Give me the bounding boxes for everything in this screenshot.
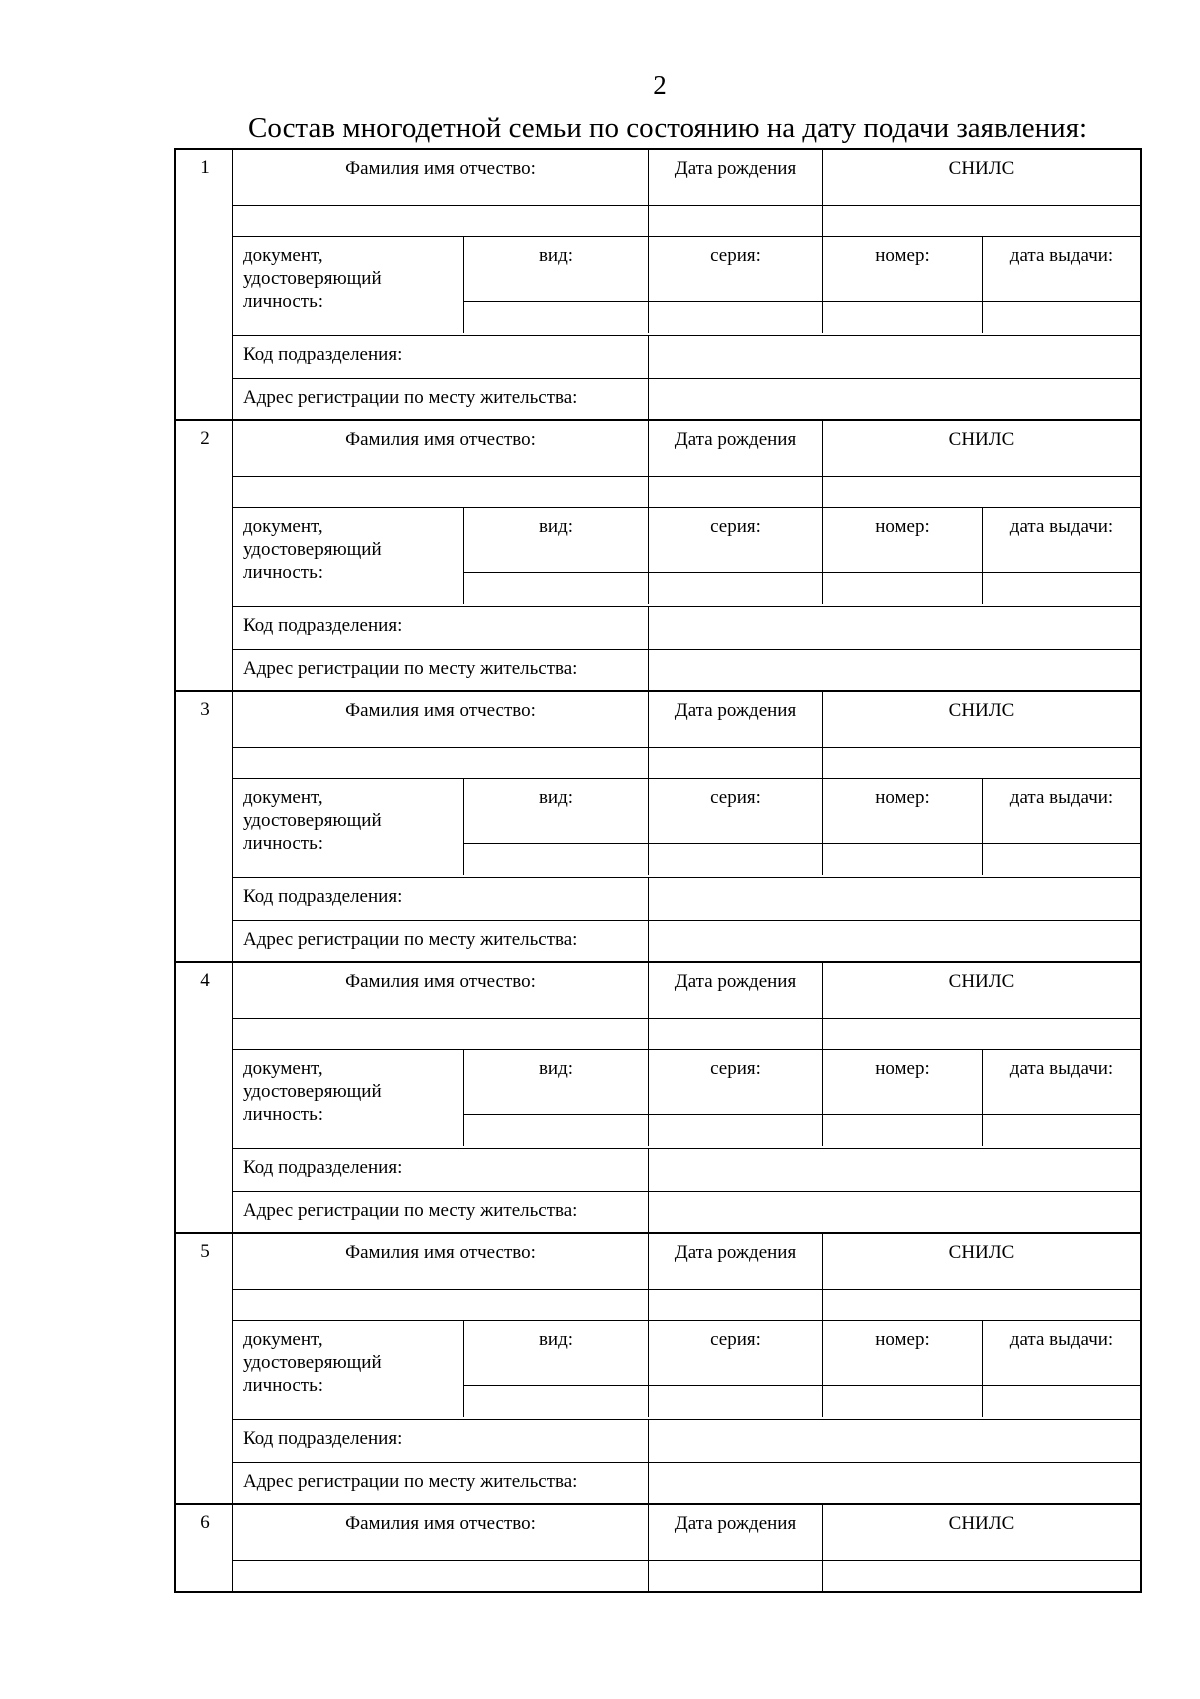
doc-issue-date-header: дата выдачи: [982,1050,1140,1114]
member-fields [232,421,1140,690]
snils-field[interactable] [822,1019,1140,1049]
snils-field[interactable] [822,206,1140,236]
division-code-field[interactable] [648,878,1140,920]
doc-series-header: серия: [648,508,822,572]
division-code-field[interactable] [648,1149,1140,1191]
division-code-field[interactable] [648,336,1140,378]
registration-address-label: Адрес регистрации по месту жительства: [243,929,578,950]
family-member-block [174,690,1142,961]
birth-date-header: Дата рождения [648,1234,822,1289]
division-code-label: Код подразделения: [243,1157,403,1178]
doc-series-header: серия: [648,779,822,843]
fio-field[interactable] [233,748,648,778]
doc-series-header: серия: [648,1050,822,1114]
doc-type-field[interactable] [463,1385,648,1417]
snils-header: СНИЛС [822,421,1140,476]
doc-issue-date-header: дата выдачи: [982,237,1140,301]
doc-type-field[interactable] [463,301,648,333]
birth-date-header: Дата рождения [648,421,822,476]
registration-address-field[interactable] [648,1463,1140,1503]
fio-header: Фамилия имя отчество: [345,1242,536,1263]
page-number: 2 [653,70,667,100]
division-code-field[interactable] [648,607,1140,649]
member-index: 1 [200,157,210,178]
member-index: 4 [200,970,210,991]
fio-field[interactable] [233,206,648,236]
doc-number-field[interactable] [822,572,982,604]
fio-header: Фамилия имя отчество: [345,158,536,179]
fio-header: Фамилия имя отчество: [345,700,536,721]
family-member-block [174,961,1142,1232]
doc-series-field[interactable] [648,843,822,875]
doc-number-field[interactable] [822,1385,982,1417]
doc-series-field[interactable] [648,572,822,604]
fio-header: Фамилия имя отчество: [345,1513,536,1534]
doc-issue-date-header: дата выдачи: [982,508,1140,572]
fio-field[interactable] [233,1290,648,1320]
family-composition-table [174,148,1142,1593]
identity-document-label: документ, удостоверяющий личность: [243,245,382,312]
snils-header: СНИЛС [822,150,1140,205]
doc-series-field[interactable] [648,301,822,333]
doc-issue-date-header: дата выдачи: [982,779,1140,843]
doc-series-header: серия: [648,237,822,301]
snils-header: СНИЛС [822,692,1140,747]
doc-type-field[interactable] [463,843,648,875]
doc-number-header: номер: [822,1321,982,1385]
doc-issue-date-field[interactable] [982,1385,1140,1417]
doc-type-header: вид: [463,779,648,843]
member-index: 3 [200,699,210,720]
snils-field[interactable] [822,1561,1140,1591]
division-code-label: Код подразделения: [243,615,403,636]
page-title: Состав многодетной семьи по состоянию на дату подачи заявления: [248,112,1088,144]
family-member-block [174,1232,1142,1503]
registration-address-label: Адрес регистрации по месту жительства: [243,387,578,408]
doc-number-field[interactable] [822,1114,982,1146]
doc-number-header: номер: [822,1050,982,1114]
birth-date-field[interactable] [648,1019,822,1049]
division-code-label: Код подразделения: [243,886,403,907]
doc-series-header: серия: [648,1321,822,1385]
registration-address-field[interactable] [648,921,1140,961]
member-index: 6 [200,1512,210,1533]
doc-type-header: вид: [463,508,648,572]
birth-date-field[interactable] [648,1290,822,1320]
family-member-block [174,419,1142,690]
fio-field[interactable] [233,477,648,507]
snils-field[interactable] [822,748,1140,778]
member-fields [232,692,1140,961]
fio-header: Фамилия имя отчество: [345,971,536,992]
birth-date-field[interactable] [648,206,822,236]
registration-address-field[interactable] [648,379,1140,419]
doc-issue-date-header: дата выдачи: [982,1321,1140,1385]
doc-number-field[interactable] [822,843,982,875]
birth-date-field[interactable] [648,477,822,507]
birth-date-header: Дата рождения [648,692,822,747]
birth-date-field[interactable] [648,748,822,778]
fio-field[interactable] [233,1019,648,1049]
member-fields [232,1505,1140,1591]
doc-type-header: вид: [463,1050,648,1114]
member-index: 5 [200,1241,210,1262]
member-fields [232,150,1140,419]
identity-document-label: документ, удостоверяющий личность: [243,1058,382,1125]
doc-number-field[interactable] [822,301,982,333]
division-code-field[interactable] [648,1420,1140,1462]
identity-document-label: документ, удостоверяющий личность: [243,516,382,583]
doc-issue-date-field[interactable] [982,301,1140,333]
birth-date-field[interactable] [648,1561,822,1591]
fio-header: Фамилия имя отчество: [345,429,536,450]
registration-address-label: Адрес регистрации по месту жительства: [243,1471,578,1492]
birth-date-header: Дата рождения [648,150,822,205]
doc-type-field[interactable] [463,572,648,604]
identity-document-label: документ, удостоверяющий личность: [243,1329,382,1396]
birth-date-header: Дата рождения [648,1505,822,1560]
snils-field[interactable] [822,1290,1140,1320]
snils-header: СНИЛС [822,1234,1140,1289]
doc-type-field[interactable] [463,1114,648,1146]
snils-header: СНИЛС [822,963,1140,1018]
doc-type-header: вид: [463,1321,648,1385]
doc-type-header: вид: [463,237,648,301]
registration-address-field[interactable] [648,1192,1140,1232]
doc-series-field[interactable] [648,1114,822,1146]
doc-series-field[interactable] [648,1385,822,1417]
doc-number-header: номер: [822,779,982,843]
fio-field[interactable] [233,1561,648,1591]
member-index: 2 [200,428,210,449]
doc-issue-date-field[interactable] [982,1114,1140,1146]
registration-address-label: Адрес регистрации по месту жительства: [243,1200,578,1221]
snils-header: СНИЛС [822,1505,1140,1560]
member-fields [232,963,1140,1232]
member-fields [232,1234,1140,1503]
doc-number-header: номер: [822,237,982,301]
division-code-label: Код подразделения: [243,1428,403,1449]
doc-number-header: номер: [822,508,982,572]
snils-field[interactable] [822,477,1140,507]
identity-document-label: документ, удостоверяющий личность: [243,787,382,854]
doc-issue-date-field[interactable] [982,572,1140,604]
registration-address-label: Адрес регистрации по месту жительства: [243,658,578,679]
doc-issue-date-field[interactable] [982,843,1140,875]
family-member-block [174,1503,1142,1593]
family-member-block [174,148,1142,419]
division-code-label: Код подразделения: [243,344,403,365]
registration-address-field[interactable] [648,650,1140,690]
birth-date-header: Дата рождения [648,963,822,1018]
